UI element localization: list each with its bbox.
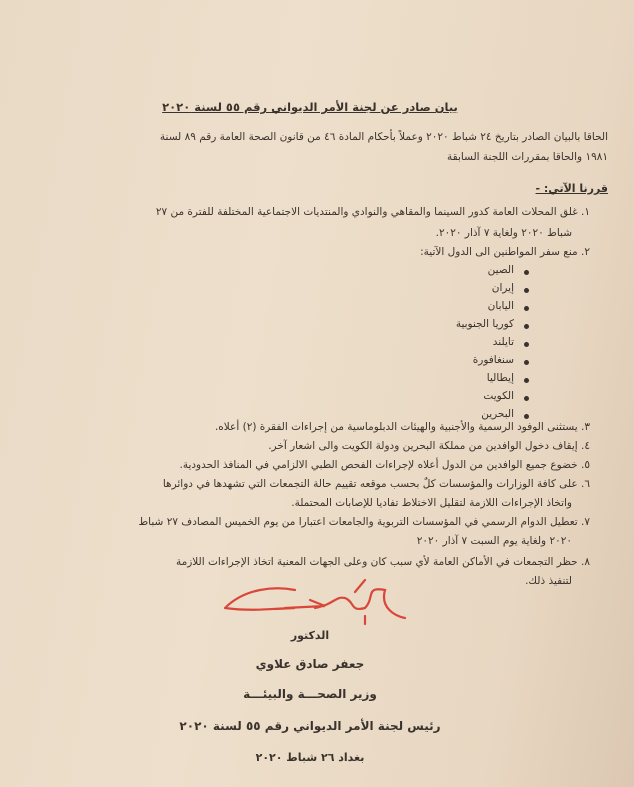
- country-item: إيطاليا: [486, 372, 514, 384]
- item-6-cont: واتخاذ الإجراءات اللازمة لتقليل الاختلاط تفاديا للإصابات المحتملة.: [291, 497, 572, 509]
- decision-heading: قررنا الآتي: -: [535, 182, 608, 195]
- signatory-position: وزير الصحـــة والبيئـــة: [243, 687, 377, 701]
- intro-line-1: الحاقا بالبيان الصادر بتاريخ ٢٤ شباط ٢٠٢٠ وعملاً بأحكام المادة ٤٦ من قانون الصحة العامة رقم ٨٩ لسنة: [159, 131, 608, 143]
- signatory-name: جعفر صادق علاوي: [255, 657, 365, 671]
- item-8: ٨. حظر التجمعات في الأماكن العامة لأي سبب كان وعلى الجهات المعنية اتخاذ الإجراءات اللازمة: [175, 556, 590, 568]
- item-2: ٢. منع سفر المواطنين الى الدول الآتية:: [420, 246, 590, 258]
- item-7: ٧. تعطيل الدوام الرسمي في المؤسسات التربوية والجامعات اعتبارا من يوم الخميس المصادف ٢٧ شباط: [138, 516, 590, 528]
- country-item: تايلند: [492, 336, 514, 348]
- item-8-cont: لتنفيذ ذلك.: [525, 575, 572, 587]
- committee-chair: رئيس لجنة الأمر الديواني رقم ٥٥ لسنة ٢٠٢٠: [179, 719, 441, 733]
- country-item: اليابان: [487, 300, 514, 312]
- country-item: إيران: [491, 282, 514, 294]
- item-4: ٤. إيقاف دخول الوافدين من مملكة البحرين ودولة الكويت والى اشعار آخر.: [268, 440, 590, 452]
- item-1: ١. غلق المحلات العامة كدور السينما والمقاهي والنوادي والمنتديات الاجتماعية المختلفة للفترة من ٢٧: [155, 206, 590, 218]
- item-6: ٦. على كافة الوزارات والمؤسسات كلٌ بحسب موقعه تقييم حالة التجمعات التي تشهدها في دوائرها: [162, 478, 590, 490]
- item-1-cont: شباط ٢٠٢٠ ولغاية ٧ آذار ٢٠٢٠.: [435, 227, 572, 239]
- country-item: سنغافورة: [472, 354, 514, 366]
- item-5: ٥. خضوع جميع الوافدين من الدول أعلاه لإجراءات الفحص الطبي الالزامي في المنافذ الحدودية.: [179, 459, 590, 471]
- signature-image: [215, 578, 415, 628]
- country-item: الكويت: [483, 390, 514, 402]
- country-item: الصين: [487, 264, 514, 276]
- country-item: البحرين: [481, 408, 514, 420]
- place-date: بغداد ٢٦ شباط ٢٠٢٠: [255, 751, 365, 764]
- intro-line-2: ١٩٨١ والحاقا بمقررات اللجنة السابقة: [447, 151, 608, 163]
- signatory-title: الدكتور: [290, 629, 330, 642]
- document-title: بيان صادر عن لجنة الأمر الديواني رقم ٥٥ لسنة ٢٠٢٠: [162, 100, 458, 114]
- item-7-cont: ٢٠٢٠ ولغاية يوم السبت ٧ آذار ٢٠٢٠: [416, 535, 572, 547]
- country-item: كوريا الجنوبية: [455, 318, 514, 330]
- item-3: ٣. يستثنى الوفود الرسمية والأجنبية والهيئات الدبلوماسية من إجراءات الفقرة (٢) أعلاه.: [214, 421, 590, 433]
